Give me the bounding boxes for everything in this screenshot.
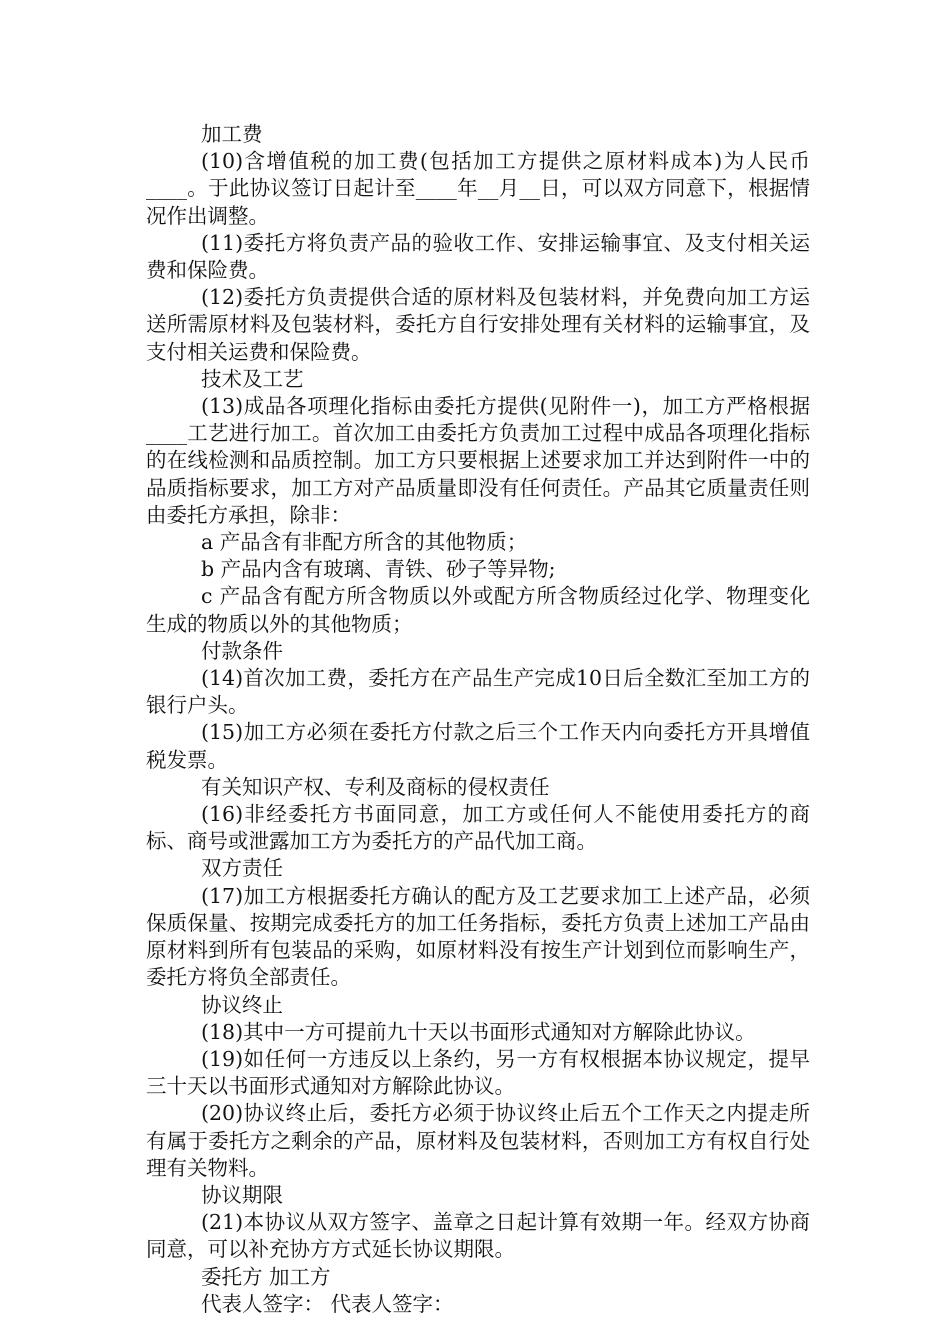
exception-item-a: a 产品含有非配方所含的其他物质；: [201, 530, 528, 555]
signature-parties: 委托方 加工方: [201, 1264, 331, 1289]
exception-item-c: c 产品含有配方所含物质以外或配方所含物质经过化学、物理变化生成的物质以外的其他物质；: [146, 584, 810, 636]
section-heading-term: 协议期限: [201, 1182, 283, 1207]
clause-16: (16)非经委托方书面同意，加工方或任何人不能使用委托方的商标、商号或泄露加工方为委托方的产品代加工商。: [146, 802, 810, 854]
clause-21: (21)本协议从双方签字、盖章之日起计算有效期一年。经双方协商同意，可以补充协方方式延长协议期限。: [146, 1210, 810, 1262]
clause-11: (11)委托方将负责产品的验收工作、安排运输事宜、及支付相关运费和保险费。: [146, 230, 810, 283]
clause-18: (18)其中一方可提前九十天以书面形式通知对方解除此协议。: [201, 1019, 756, 1044]
clause-17: (17)加工方根据委托方确认的配方及工艺要求加工上述产品，必须保质保量、按期完成委托方的加工任务指标，委托方负责上述加工产品由原材料到所有包装品的采购，如原材料没有按生产计划到位而影响生产，委托方将负全部责任。: [146, 883, 810, 990]
clause-12: (12)委托方负责提供合适的原材料及包装材料，并免费向加工方运送所需原材料及包装材料，委托方自行安排处理有关材料的运输事宜，及支付相关运费和保险费。: [146, 285, 810, 364]
clause-20: (20)协议终止后，委托方必须于协议终止后五个工作天之内提走所有属于委托方之剩余的产品，原材料及包装材料，否则加工方有权自行处理有关物料。: [146, 1101, 810, 1180]
section-heading-technology: 技术及工艺: [201, 366, 304, 391]
clause-14: (14)首次加工费，委托方在产品生产完成10日后全数汇至加工方的银行户头。: [146, 666, 810, 718]
clause-19: (19)如任何一方违反以上条约，另一方有权根据本协议规定，提早三十天以书面形式通知对方解除此协议。: [146, 1046, 810, 1099]
section-heading-processing-fee: 加工费: [201, 122, 263, 146]
signature-representatives: 代表人签字： 代表人签字：: [201, 1291, 454, 1316]
clause-13: (13)成品各项理化指标由委托方提供(见附件一)，加工方严格根据____工艺进行加工。首次加工由委托方负责加工过程中成品各项理化指标的在线检测和品质控制。加工方只要根据上述要求加工并达到附件一中的品质指标要求，加工方对产品质量即没有任何责任。产品其它质量责任则由委托方承担，除非：: [146, 394, 810, 527]
clause-10: (10)含增值税的加工费(包括加工方提供之原材料成本)为人民币____。于此协议签订日起计至____年__月__日，可以双方同意下，根据情况作出调整。: [146, 149, 810, 228]
clause-15: (15)加工方必须在委托方付款之后三个工作天内向委托方开具增值税发票。: [146, 720, 810, 772]
section-heading-responsibilities: 双方责任: [201, 856, 283, 881]
exception-item-b: b 产品内含有玻璃、青铁、砂子等异物;: [201, 557, 556, 582]
section-heading-ip-liability: 有关知识产权、专利及商标的侵权责任: [201, 774, 550, 799]
document-body: [146, 121, 810, 1318]
section-heading-payment: 付款条件: [201, 638, 283, 663]
section-heading-termination: 协议终止: [201, 992, 283, 1017]
